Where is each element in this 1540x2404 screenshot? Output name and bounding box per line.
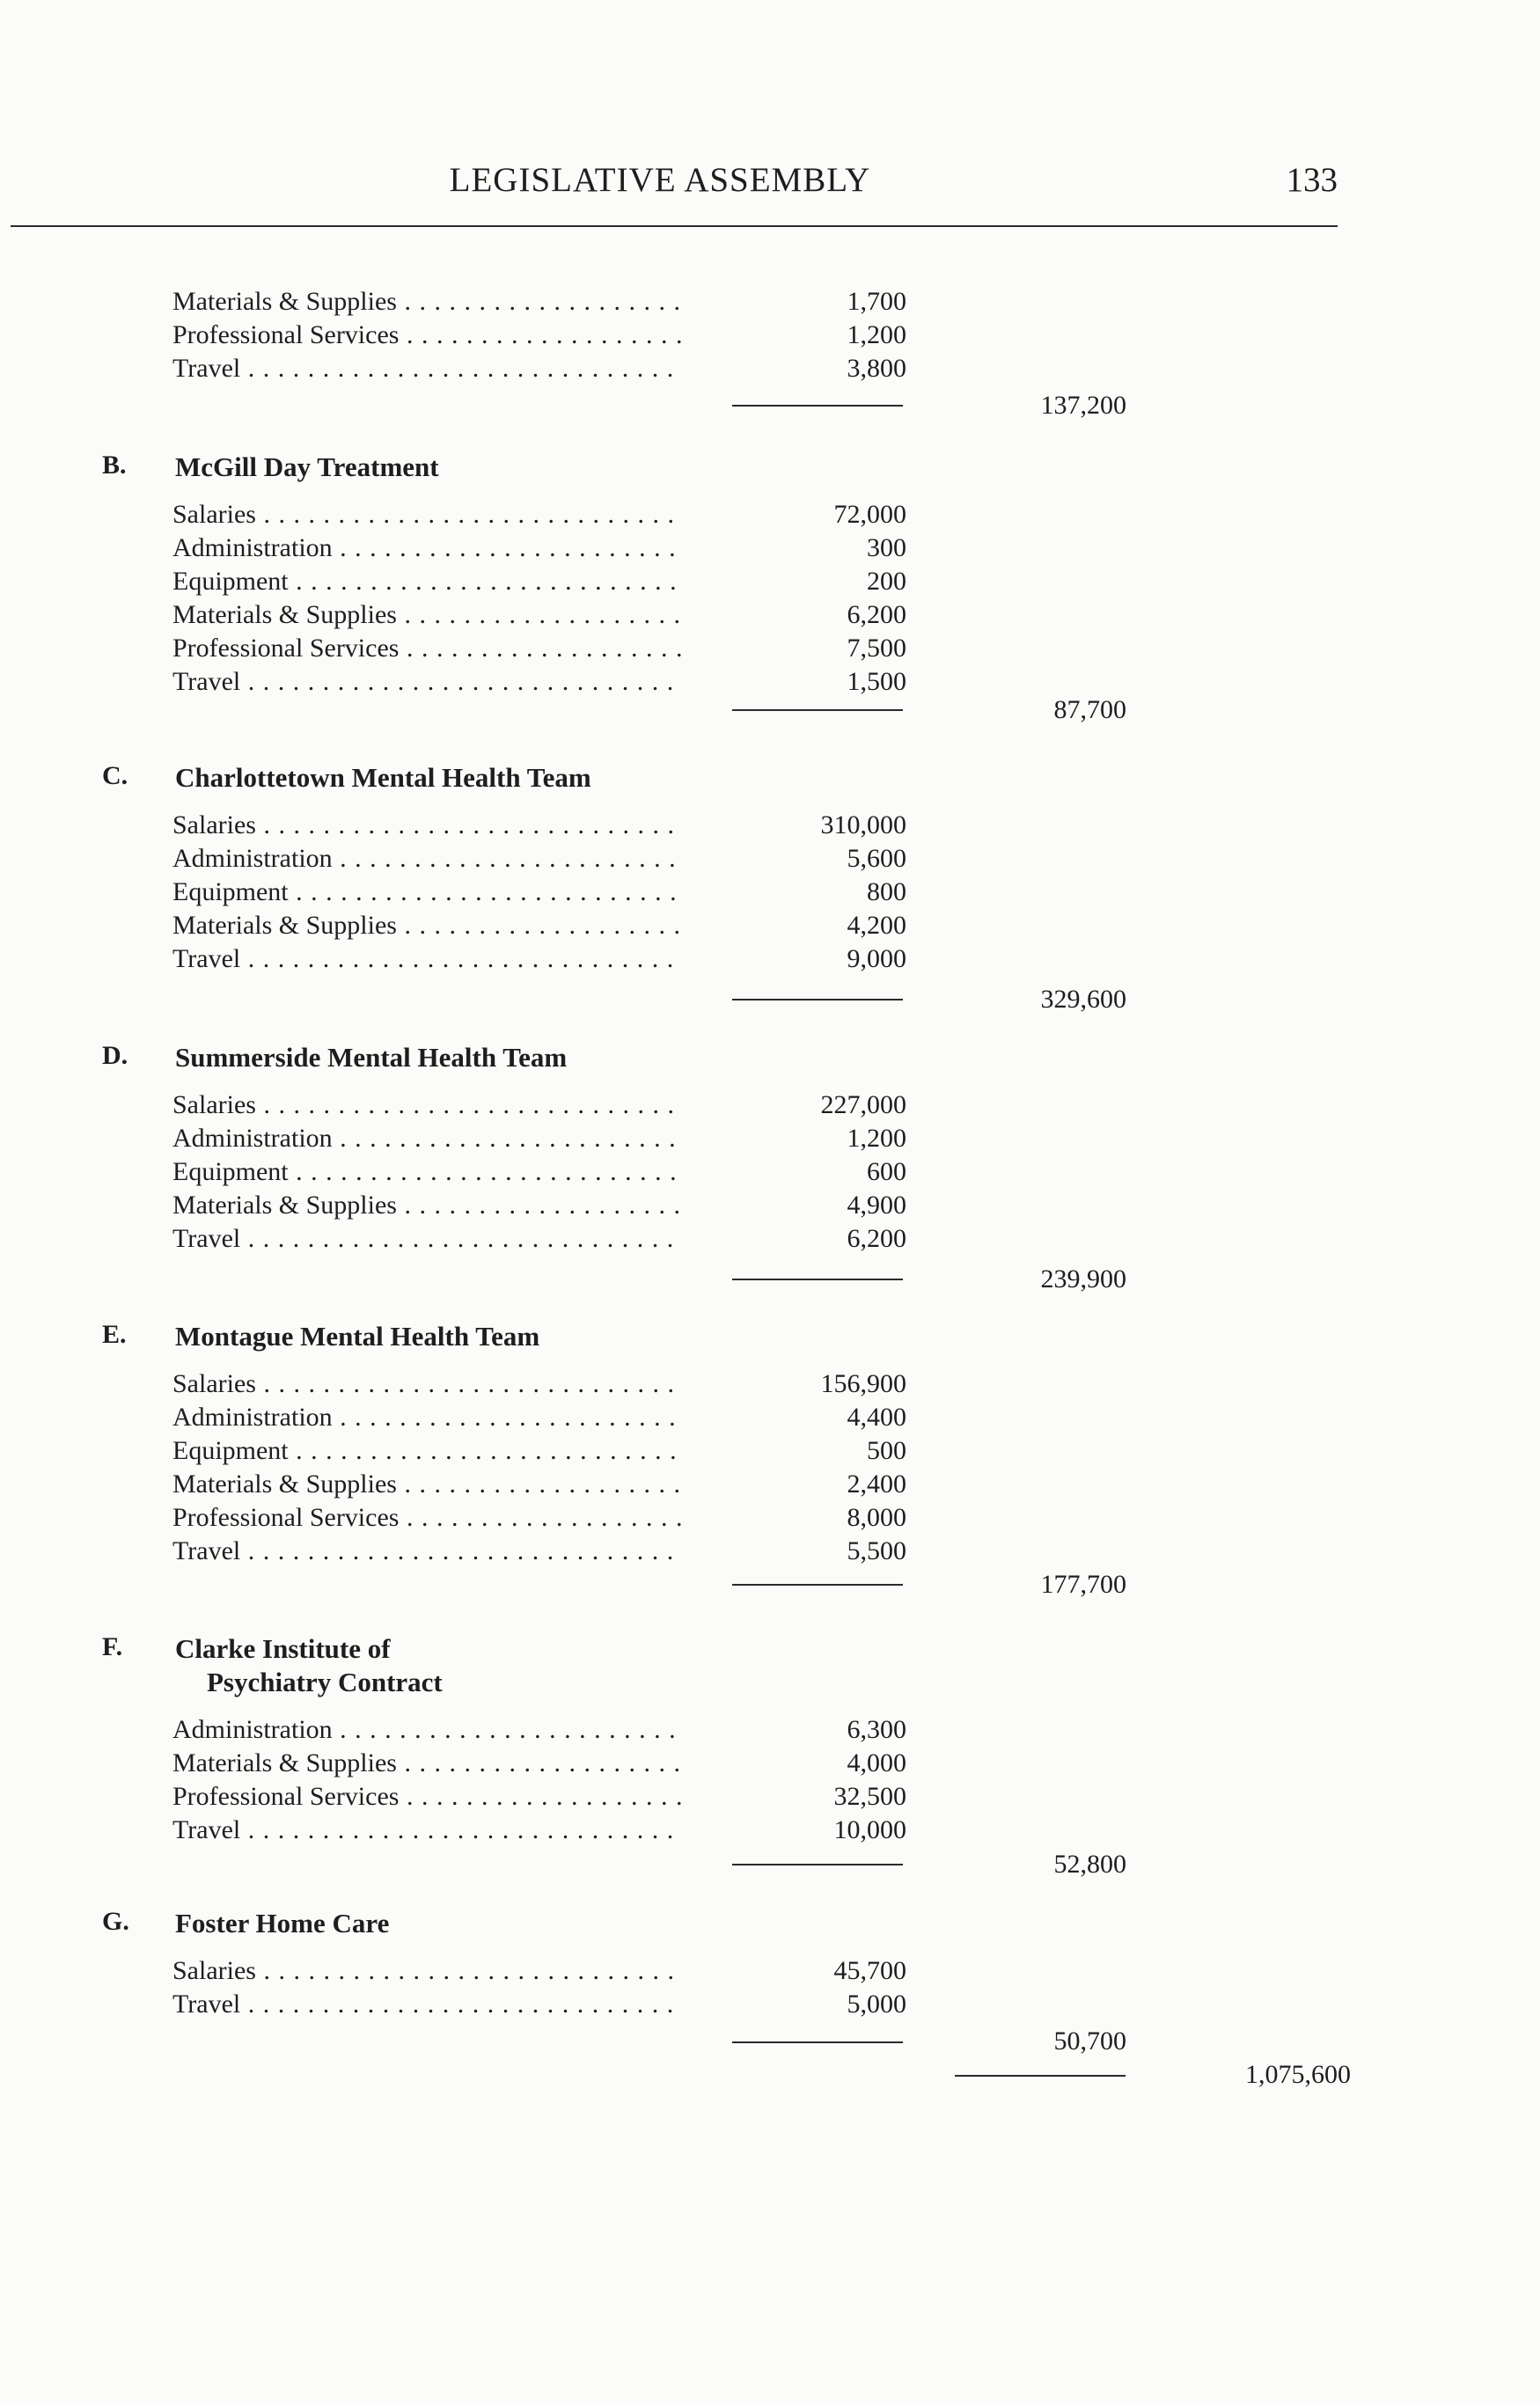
item-amount: 72,000 <box>833 500 906 529</box>
item-amount: 600 <box>867 1157 906 1186</box>
section-subtotal: 137,200 <box>1040 391 1126 420</box>
section-c <box>0 761 1540 1014</box>
item-amount: 8,000 <box>847 1503 906 1532</box>
line-item <box>0 531 1540 565</box>
section-title-line2: Psychiatry Contract <box>207 1667 443 1697</box>
section-subtotal: 177,700 <box>1040 1570 1126 1599</box>
line-item <box>0 1780 1540 1814</box>
section-subtotal: 50,700 <box>1053 2027 1126 2056</box>
item-label: Travel . . . <box>172 352 683 385</box>
item-label: Travel . . . <box>172 1535 683 1568</box>
line-item <box>0 632 1540 665</box>
line-item <box>0 1501 1540 1535</box>
item-label: Administration . . . <box>172 1401 683 1434</box>
section-subtotal: 87,700 <box>1053 695 1126 724</box>
line-item <box>0 598 1540 632</box>
item-label: Materials & Supplies . . . <box>172 909 683 942</box>
item-amount: 32,500 <box>833 1782 906 1811</box>
section-e <box>0 1320 1540 1599</box>
sum-rule <box>732 2041 903 2043</box>
section-heading <box>0 1041 1540 1074</box>
sum-rule <box>732 709 903 711</box>
line-item <box>0 1713 1540 1747</box>
section-letter: G. <box>102 1907 129 1936</box>
sum-rule <box>732 1584 903 1586</box>
line-item <box>0 1434 1540 1468</box>
item-amount: 1,500 <box>847 667 906 696</box>
item-label: Travel . . . <box>172 1988 683 2021</box>
item-label: Salaries . . . <box>172 809 683 842</box>
section-subtotal: 329,600 <box>1040 985 1126 1014</box>
item-amount: 3,800 <box>847 354 906 383</box>
item-label: Travel . . . <box>172 665 683 699</box>
item-amount: 6,200 <box>847 1224 906 1253</box>
sum-rule <box>732 1864 903 1865</box>
section-heading <box>0 1632 1540 1699</box>
line-item <box>0 1088 1540 1122</box>
section-title <box>175 1632 443 1699</box>
item-label: Professional Services . . . <box>172 1780 683 1814</box>
item-amount: 300 <box>867 533 906 562</box>
line-item <box>0 942 1540 976</box>
section-f <box>0 1632 1540 1879</box>
section-g <box>0 1907 1540 2089</box>
line-item <box>0 1747 1540 1780</box>
item-amount: 156,900 <box>820 1369 906 1398</box>
line-item <box>0 1535 1540 1568</box>
item-amount: 1,700 <box>847 287 906 316</box>
line-item <box>0 1122 1540 1155</box>
section-letter: E. <box>102 1320 127 1349</box>
section-title: Charlottetown Mental Health Team <box>175 762 591 793</box>
item-label: Materials & Supplies . . . <box>172 1189 683 1222</box>
line-item <box>0 1401 1540 1434</box>
line-item <box>0 1222 1540 1256</box>
line-item <box>0 1189 1540 1222</box>
section-title: Summerside Mental Health Team <box>175 1042 568 1073</box>
section-letter: B. <box>102 451 127 480</box>
section-b <box>0 451 1540 724</box>
item-label: Materials & Supplies . . . <box>172 285 683 319</box>
section-letter: F. <box>102 1632 123 1661</box>
item-label: Materials & Supplies . . . <box>172 1468 683 1501</box>
sum-rule <box>732 999 903 1000</box>
running-header-title: LEGISLATIVE ASSEMBLY <box>449 161 871 199</box>
item-label: Professional Services . . . <box>172 1501 683 1535</box>
item-amount: 4,900 <box>847 1191 906 1220</box>
section-heading <box>0 1907 1540 1940</box>
sum-rule <box>732 405 903 407</box>
item-amount: 800 <box>867 877 906 906</box>
item-label: Equipment . . . <box>172 876 683 909</box>
line-item <box>0 565 1540 598</box>
item-amount: 5,000 <box>847 1990 906 2019</box>
item-amount: 5,500 <box>847 1536 906 1565</box>
line-item <box>0 1468 1540 1501</box>
item-label: Travel . . . <box>172 1222 683 1256</box>
item-amount: 7,500 <box>847 634 906 663</box>
sum-rule <box>732 1279 903 1280</box>
header-rule <box>11 225 1338 227</box>
item-amount: 10,000 <box>833 1815 906 1844</box>
section-heading <box>0 761 1540 795</box>
item-label: Salaries . . . <box>172 1088 683 1122</box>
item-label: Professional Services . . . <box>172 319 683 352</box>
item-amount: 1,200 <box>847 1124 906 1153</box>
line-item <box>0 665 1540 699</box>
section-d <box>0 1041 1540 1294</box>
item-label: Materials & Supplies . . . <box>172 1747 683 1780</box>
grand-total: 1,075,600 <box>1245 2060 1351 2089</box>
item-label: Professional Services . . . <box>172 632 683 665</box>
item-amount: 5,600 <box>847 844 906 873</box>
line-item <box>0 842 1540 876</box>
item-amount: 6,300 <box>847 1715 906 1744</box>
page-number: 133 <box>1286 161 1338 199</box>
total-rule <box>955 2075 1126 2077</box>
item-amount: 45,700 <box>833 1956 906 1985</box>
item-label: Administration . . . <box>172 1713 683 1747</box>
line-item <box>0 1954 1540 1988</box>
line-item <box>0 319 1540 352</box>
line-item <box>0 1814 1540 1847</box>
section-subtotal: 52,800 <box>1053 1850 1126 1879</box>
line-item <box>0 909 1540 942</box>
section-letter: D. <box>102 1041 128 1070</box>
item-label: Administration . . . <box>172 1122 683 1155</box>
item-label: Equipment . . . <box>172 1155 683 1189</box>
item-amount: 500 <box>867 1436 906 1465</box>
line-item <box>0 876 1540 909</box>
line-item <box>0 809 1540 842</box>
line-item <box>0 1367 1540 1401</box>
section-title-line1: Clarke Institute of <box>175 1633 391 1664</box>
item-label: Travel . . . <box>172 1814 683 1847</box>
item-label: Travel . . . <box>172 942 683 976</box>
item-label: Administration . . . <box>172 842 683 876</box>
section-subtotal: 239,900 <box>1040 1264 1126 1294</box>
item-amount: 9,000 <box>847 944 906 973</box>
item-amount: 4,400 <box>847 1403 906 1432</box>
item-label: Materials & Supplies . . . <box>172 598 683 632</box>
item-label: Salaries . . . <box>172 1954 683 1988</box>
item-label: Equipment . . . <box>172 1434 683 1468</box>
line-item <box>0 498 1540 531</box>
item-label: Salaries . . . <box>172 498 683 531</box>
item-amount: 4,200 <box>847 911 906 940</box>
section-letter: C. <box>102 761 128 790</box>
item-amount: 2,400 <box>847 1470 906 1499</box>
line-item <box>0 285 1540 319</box>
item-amount: 200 <box>867 567 906 596</box>
line-item <box>0 1155 1540 1189</box>
item-label: Equipment . . . <box>172 565 683 598</box>
line-item <box>0 352 1540 385</box>
item-label: Administration . . . <box>172 531 683 565</box>
line-item <box>0 1988 1540 2021</box>
item-amount: 4,000 <box>847 1748 906 1777</box>
item-amount: 227,000 <box>820 1090 906 1119</box>
section-heading <box>0 1320 1540 1353</box>
section-title: Montague Mental Health Team <box>175 1321 540 1352</box>
section-title: Foster Home Care <box>175 1908 390 1939</box>
section-title: McGill Day Treatment <box>175 451 439 482</box>
item-amount: 1,200 <box>847 320 906 349</box>
section-heading <box>0 451 1540 484</box>
item-label: Salaries . . . <box>172 1367 683 1401</box>
section-continued <box>0 285 1540 420</box>
item-amount: 6,200 <box>847 600 906 629</box>
item-amount: 310,000 <box>820 810 906 839</box>
